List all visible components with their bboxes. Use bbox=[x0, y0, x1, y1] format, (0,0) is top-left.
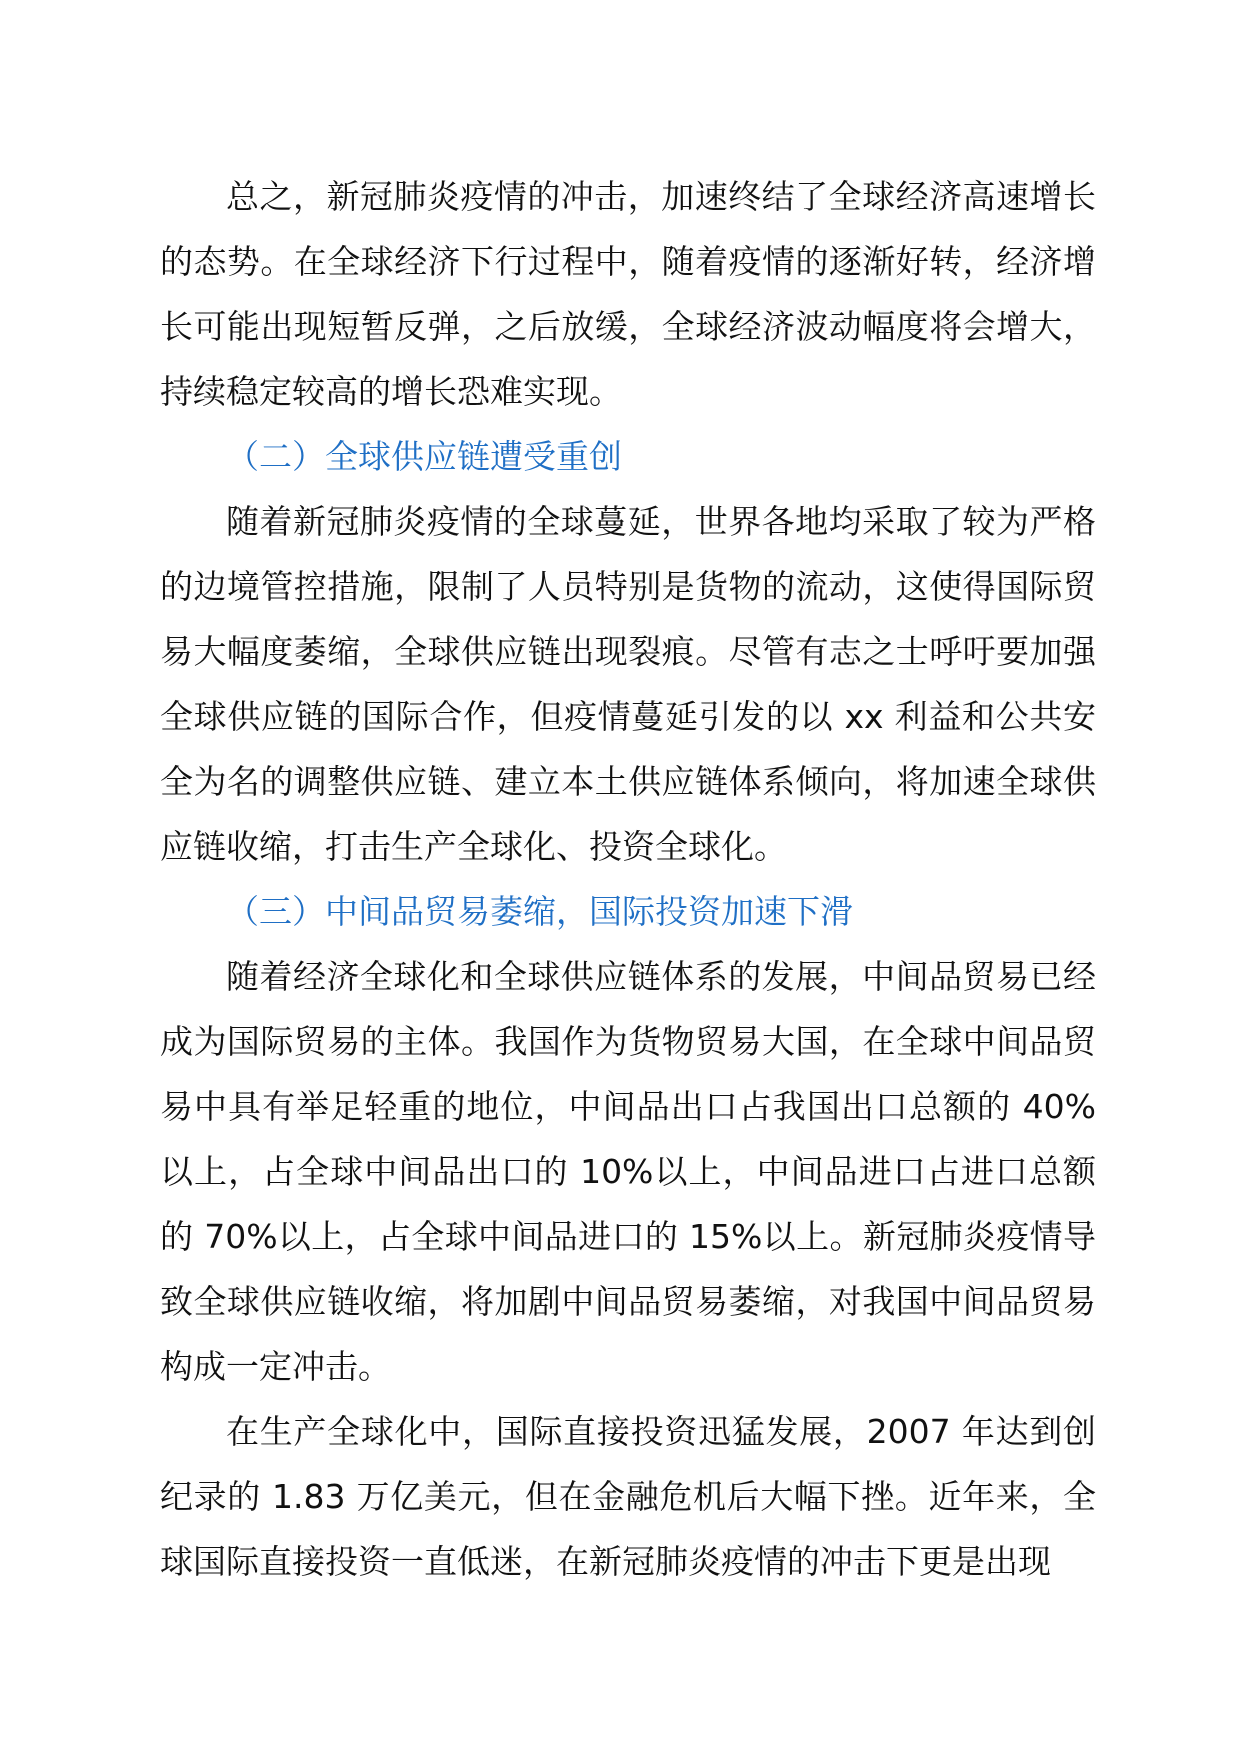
paragraph-supply-chain: 随着新冠肺炎疫情的全球蔓延，世界各地均采取了较为严格的边境管控措施，限制了人员特别是货物的流动，这使得国际贸易大幅度萎缩，全球供应链出现裂痕。尽管有志之士呼吁要加强全球供应链的国际合作，但疫情蔓延引发的以 xx 利益和公共安全为名的调整供应链、建立本土供应链体系倾向，将加速全球供应链收缩，打击生产全球化、投资全球化。 bbox=[160, 502, 1096, 866]
paragraph-summary: 总之，新冠肺炎疫情的冲击，加速终结了全球经济高速增长的态势。在全球经济下行过程中，随着疫情的逐渐好转，经济增长可能出现短暂反弹，之后放缓，全球经济波动幅度将会增大，持续稳定较高的增长恐难实现。 bbox=[160, 177, 1096, 411]
section-heading-intermediate-trade: （三）中间品贸易萎缩，国际投资加速下滑 bbox=[226, 892, 853, 931]
paragraph-direct-investment: 在生产全球化中，国际直接投资迅猛发展，2007 年达到创纪录的 1.83 万亿美元，但在金融危机后大幅下挫。近年来，全球国际直接投资一直低迷，在新冠肺炎疫情的冲击下更是出现 bbox=[160, 1412, 1096, 1581]
document-body bbox=[160, 164, 1096, 1594]
paragraph-intermediate-trade: 随着经济全球化和全球供应链体系的发展，中间品贸易已经成为国际贸易的主体。我国作为货物贸易大国，在全球中间品贸易中具有举足轻重的地位，中间品出口占我国出口总额的 40%以上，占全球中间品出口的 10%以上，中间品进口占进口总额的 70%以上，占全球中间品进口的 15%以上。新冠肺炎疫情导致全球供应链收缩，将加剧中间品贸易萎缩，对我国中间品贸易构成一定冲击。 bbox=[160, 957, 1096, 1386]
section-heading-supply-chain: （二）全球供应链遭受重创 bbox=[226, 437, 622, 476]
